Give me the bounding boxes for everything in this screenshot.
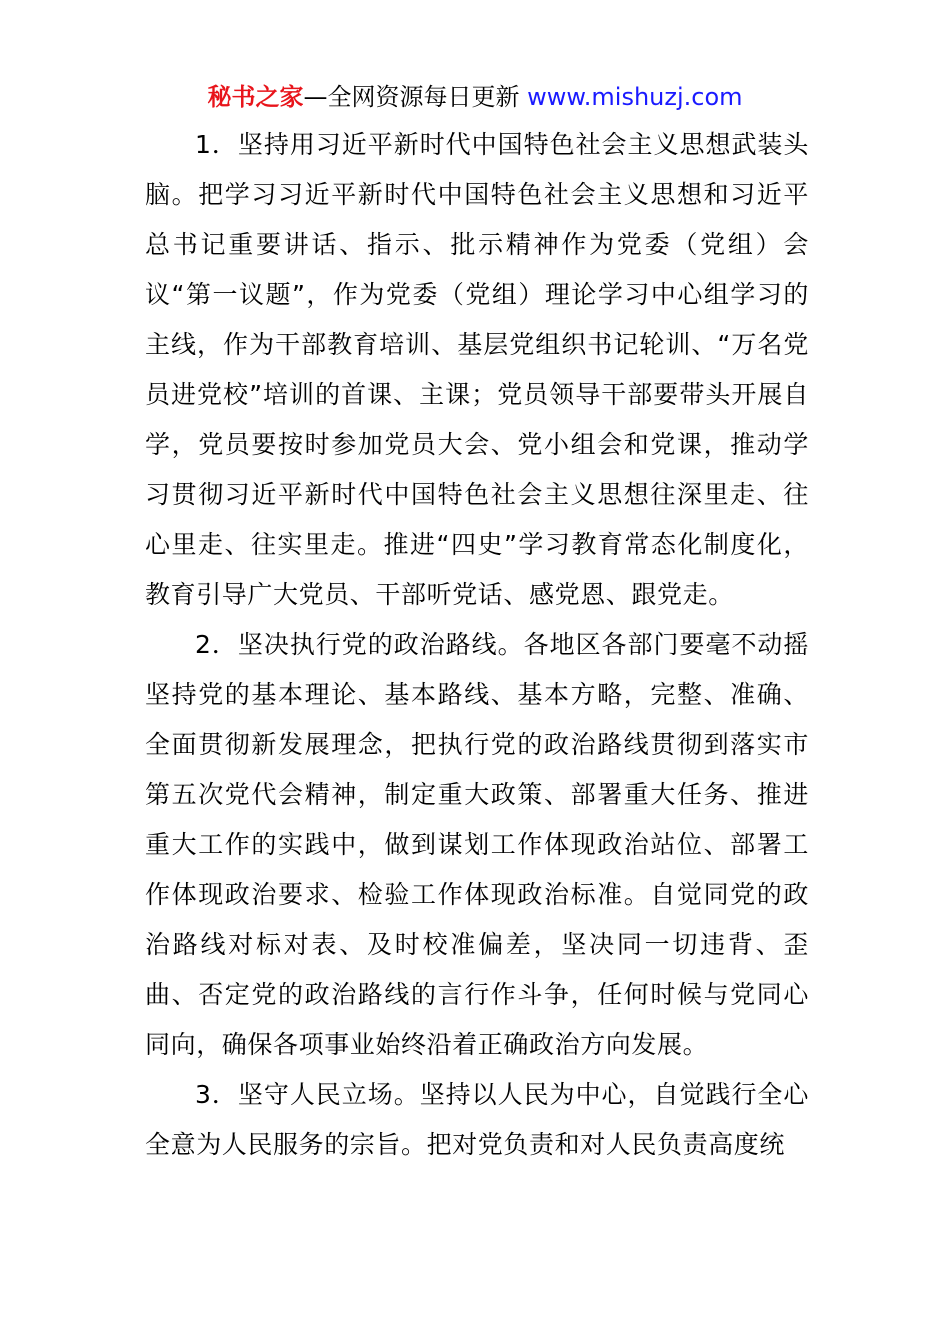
site-url-link[interactable]: www.mishuzj.com — [527, 83, 743, 111]
document-body — [145, 120, 809, 1170]
paragraph-1: 1．坚持用习近平新时代中国特色社会主义思想武装头脑。把学习习近平新时代中国特色社会主义思想和习近平总书记重要讲话、指示、批示精神作为党委（党组）会议“第一议题”，作为党委（党组）理论学习中心组学习的主线，作为干部教育培训、基层党组织书记轮训、“万名党员进党校”培训的首课、主课；党员领导干部要带头开展自学，党员要按时参加党员大会、党小组会和党课，推动学习贯彻习近平新时代中国特色社会主义思想往深里走、往心里走、往实里走。推进“四史”学习教育常态化制度化，教育引导广大党员、干部听党话、感党恩、跟党走。 — [145, 130, 809, 609]
site-tagline: —全网资源每日更新 — [303, 83, 520, 111]
site-header — [0, 80, 950, 114]
site-brand: 秘书之家 — [207, 83, 304, 111]
paragraph-2: 2．坚决执行党的政治路线。各地区各部门要毫不动摇坚持党的基本理论、基本路线、基本方略，完整、准确、全面贯彻新发展理念，把执行党的政治路线贯彻到落实市第五次党代会精神，制定重大政策、部署重大任务、推进重大工作的实践中，做到谋划工作体现政治站位、部署工作体现政治要求、检验工作体现政治标准。自觉同党的政治路线对标对表、及时校准偏差，坚决同一切违背、歪曲、否定党的政治路线的言行作斗争，任何时候与党同心同向，确保各项事业始终沿着正确政治方向发展。 — [145, 630, 809, 1059]
paragraph-3: 3．坚守人民立场。坚持以人民为中心，自觉践行全心全意为人民服务的宗旨。把对党负责和对人民负责高度统 — [145, 1080, 809, 1159]
